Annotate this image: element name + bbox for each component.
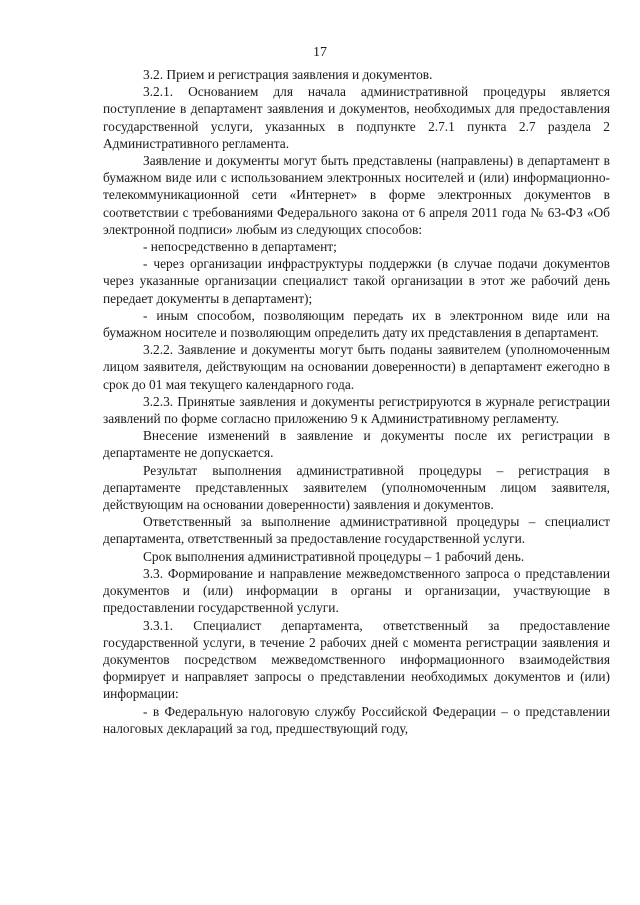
paragraph-no-changes: Внесение изменений в заявление и документы после их регистрации в департаменте не допускается. [103, 428, 610, 461]
list-item-infrastructure: - через организации инфраструктуры поддержки (в случае подачи документов через указанные организации специалист такой организации в этот же рабочий день передает документы в департамент); [103, 256, 610, 306]
paragraph-3-3-1: 3.3.1. Специалист департамента, ответственный за предоставление государственной услуги, в течение 2 рабочих дней с момента регистрации заявления и документов посредством межведомственного информационного взаимодействия формирует и направляет запросы о представлении необходимых документов и (или) информации: [103, 617, 610, 702]
section-heading-3-3: 3.3. Формирование и направление межведомственного запроса о представлении документов и (или) информации в органы и организации, участвующие в предоставлении государственной услуги. [103, 565, 610, 616]
page-number: 17 [313, 45, 327, 60]
list-item-tax-service: - в Федеральную налоговую службу Российской Федерации – о представлении налоговых деклараций за год, предшествующий году, [103, 703, 610, 736]
paragraph-3-2-1: 3.2.1. Основанием для начала административной процедуры является поступление в департамент заявления и документов, необходимых для предоставления государственной услуги, указанных в подпункте 2.7.1 пункта 2.7 раздела 2 Административного регламента. [103, 84, 610, 151]
paragraph-3-2-2: 3.2.2. Заявление и документы могут быть поданы заявителем (уполномоченным лицом заявителя, действующим на основании доверенности) в департамент ежегодно в срок до 01 мая текущего календарного года. [103, 342, 610, 392]
list-item-direct: - непосредственно в департамент; [143, 239, 337, 255]
section-heading-3-2: 3.2. Прием и регистрация заявления и документов. [143, 67, 433, 82]
list-item-other-method: - иным способом, позволяющим передать их в электронном виде или на бумажном носителе и позволяющим определить дату их представления в департамент. [103, 307, 610, 341]
document-body [103, 66, 610, 737]
paragraph-responsible: Ответственный за выполнение административной процедуры – специалист департамента, ответственный за предоставление государственной услуги. [103, 514, 610, 547]
paragraph-3-2-3: 3.2.3. Принятые заявления и документы регистрируются в журнале регистрации заявлений по форме согласно приложению 9 к Административному регламенту. [103, 393, 610, 427]
paragraph-submission-methods: Заявление и документы могут быть представлены (направлены) в департамент в бумажном виде или с использованием электронных носителей и (или) информационно-телекоммуникационной сети «Интернет» в форме электронных документов в соответствии с требованиями Федерального закона от 6 апреля 2011 года № 63-ФЗ «Об электронной подписи» любым из следующих способов: [103, 153, 610, 237]
paragraph-result: Результат выполнения административной процедуры – регистрация в департаменте представленных заявителем (уполномоченным лицом заявителя, действующим на основании доверенности) заявления и документов. [103, 462, 610, 513]
paragraph-duration: Срок выполнения административной процедуры – 1 рабочий день. [143, 548, 525, 564]
